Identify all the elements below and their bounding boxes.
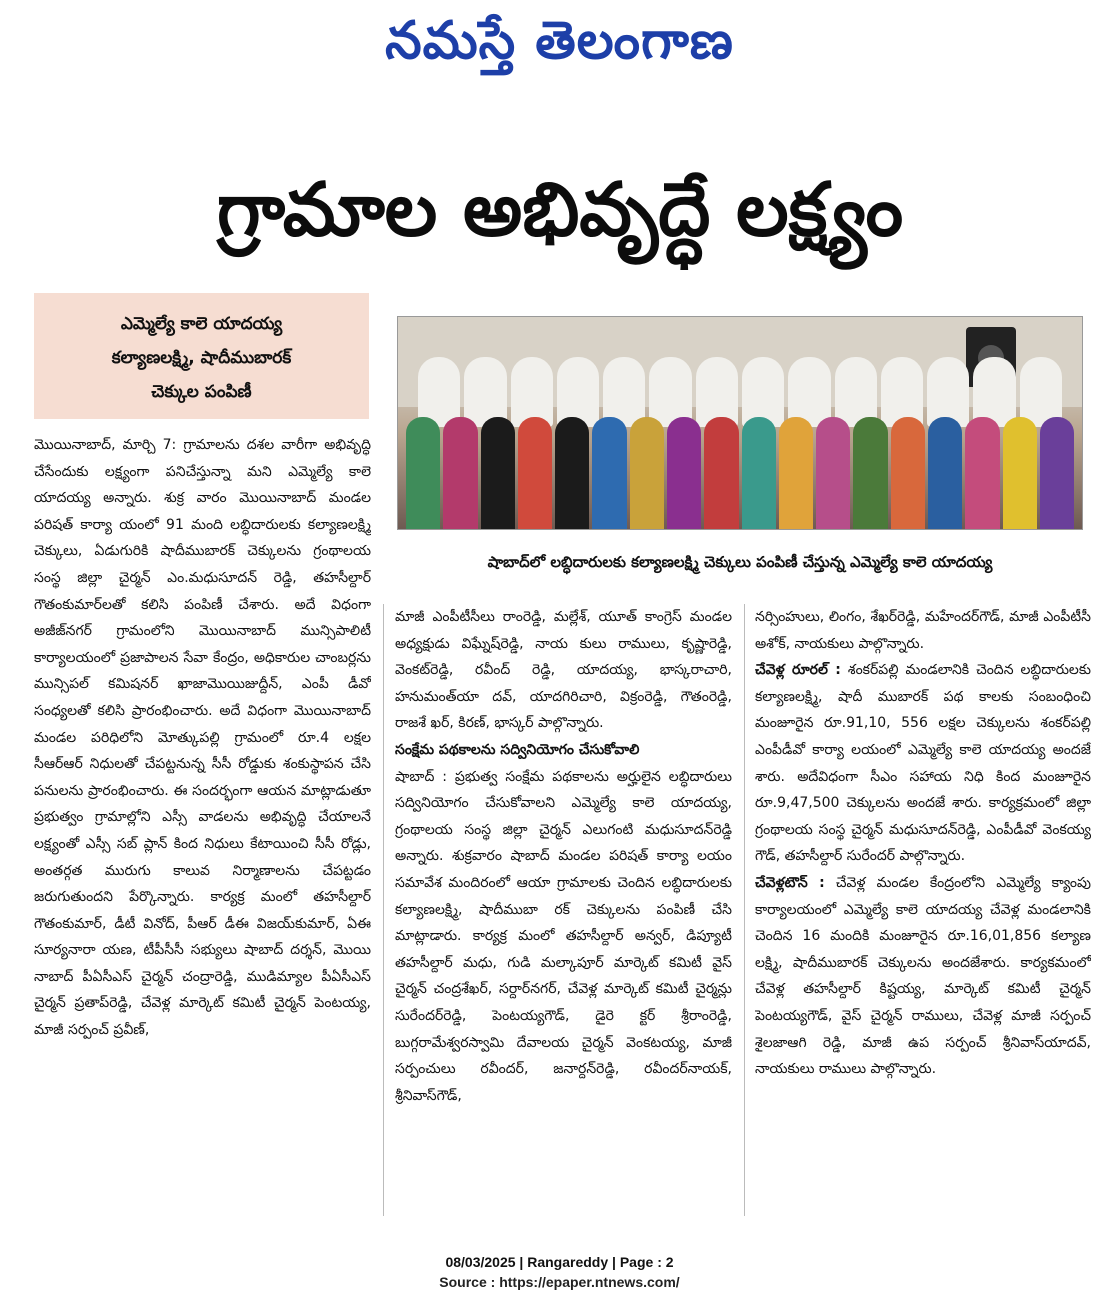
- column-3-text-a: నర్సింహులు, లింగం, శేఖర్‌రెడ్డి, మహేందర్‌గౌడ్, మాజీ ఎంపీటీసీ అశోక్, నాయకులు పాల్గొన్నారు.: [755, 609, 1091, 652]
- photo-caption: షాబాద్‌లో లబ్ధిదారులకు కల్యాణలక్ష్మి చెక్కులు పంపిణీ చేస్తున్న ఎమ్మెల్యే కాలె యాదయ్య: [487, 553, 993, 571]
- column-1-text: మొయినాబాద్, మార్చి 7: గ్రామాలను దశల వారీగా అభివృద్ధి చేసేందుకు లక్ష్యంగా పనిచేస్తున్నా మని ఎమ్మెల్యే కాలె యాదయ్య అన్నారు. శుక్ర వారం మొయినాబాద్ మండల పరిషత్ కార్యా యంలో 91 మంది లబ్ధిదారులకు కల్యాణలక్ష్మి చెక్కులు, ఏడుగురికి షాదీముబారక్ చెక్కులను గ్రంథాలయ సంస్థ జిల్లా చైర్మన్ ఎం.మధుసూదన్ రెడ్డి, తహసీల్దార్ గౌతంకుమార్‌లతో కలిసి పంపిణీ చేశారు. అదే విధంగా అజీజ్‌నగర్ గ్రామంలోని మొయినాబాద్ మున్సిపాలిటీ కార్యాలయంలో ప్రజాపాలన సేవా కేంద్రం, అధికారుల చాంబర్లను మున్సిపల్ కమిషనర్ ఖాజామొయిజుద్దీన్, ఎంపీ డీవో సంధ్యలతో కలిసి ప్రారంభించారు. అదే విధంగా మొయినాబాద్ మండల పరిధిలోని మోత్కుపల్లి గ్రామంలో రూ.4 లక్షల సీఆర్‌ఆర్ నిధులతో చేపట్టనున్న సీసీ రోడ్డుకు శంకుస్థాపన చేసి పనులను ప్రారంభించారు. ఈ సందర్భంగా ఆయన మాట్లాడుతూ ప్రభుత్వం గ్రామాల్లోని ఎస్సీ వాడలను అభివృద్ధి చేయాలనే లక్ష్యంతో ఎస్సీ సబ్ ప్లాన్ కింద నిధులు కేటాయించి సీసీ రోడ్లు, అంతర్గత మురుగు కాలువ నిర్మాణాలను చేపట్టడం జరుగుతుందని పేర్కొన్నారు. కార్యక్ర మంలో తహసీల్దార్ గౌతంకుమార్, డీటీ వినోద్, పీఆర్ డీఈ విజయ్‌కుమార్, ఏఈ సూర్యనారా యణ, టీపీసీసీ సభ్యులు షాబాద్ దర్శన్, మొయి నాబాద్ పీఏసీఎస్ చైర్మన్ చంద్రారెడ్డి, ముడిమ్యాల పీఏసీఎస్ చైర్మన్ ప్రతాప్‌రెడ్డి, చేవెళ్ల మార్కెట్ కమిటీ చైర్మన్ పెంటయ్య, మాజీ సర్పంచ్ ప్రవీణ్,: [34, 437, 371, 1039]
- column-3-lead-b: చేవెళ్ల రూరల్ :: [755, 662, 841, 679]
- column-divider-2: [744, 604, 745, 1216]
- article-column-1: [34, 432, 371, 1222]
- column-3-para-b: [755, 657, 1091, 870]
- article-headline: గ్రామాల అభివృద్ధే లక్ష్యం: [216, 167, 904, 253]
- column-3-para-c: [755, 870, 1091, 1083]
- news-photo: [397, 316, 1083, 530]
- footer-date-line: 08/03/2025 | Rangareddy | Page : 2: [445, 1254, 674, 1270]
- page-footer: [0, 1252, 1119, 1292]
- article-column-2: [395, 604, 732, 1222]
- article-column-3: [755, 604, 1091, 1222]
- footer-source-line: Source : https://epaper.ntnews.com/: [439, 1274, 680, 1290]
- column-2-text-a: మాజీ ఎంపీటీసీలు రాంరెడ్డి, మల్లేశ్, యూత్ కాంగ్రెస్ మండల అధ్యక్షుడు విఘ్నేష్‌రెడ్డి, నాయ కులు రాములు, కృష్ణారెడ్డి, వెంకట్‌రెడ్డి, రవీంద్ రెడ్డి, యాదయ్య, భాస్కరాచారి, హనుమంత్‌యా దవ్, యాదగిరిచారి, విక్రంరెడ్డి, గౌతంరెడ్డి, రాజశే ఖర్, కిరణ్, భాస్కర్ పాల్గొన్నారు.: [395, 609, 732, 732]
- subhead-box: [34, 293, 369, 419]
- column-2-text-b: షాబాద్ : ప్రభుత్వ సంక్షేమ పథకాలను అర్హులైన లబ్ధిదారులు సద్వినియోగం చేసుకోవాలని ఎమ్మెల్యే కాలె యాదయ్య, గ్రంథాలయ సంస్థ జిల్లా చైర్మన్ ఎలుగంటి మధుసూదన్‌రెడ్డి అన్నారు. శుక్రవారం షాబాద్ మండల పరిషత్ కార్యా లయం సమావేశ మందిరంలో ఆయా గ్రామాలకు చెందిన లబ్ధిదారులకు కల్యాణలక్ష్మి, షాదీముబా రక్ చెక్కులను పంపిణీ చేసి మాట్లాడారు. కార్యక్ర మంలో తహసీల్దార్ అన్వర్, డిప్యూటీ తహసీల్దార్ మధు, గుడి మల్కాపూర్ మార్కెట్ కమిటీ వైస్ చైర్మన్ చంద్రశేఖర్, సర్దార్‌నగర్, చేవెళ్ల మార్కెట్ కమిటీ చైర్మన్లు సురేందర్‌రెడ్డి, పెంటయ్యగౌడ్, డైరె క్టర్ శ్రీరాంరెడ్డి, బుగ్గరామేశ్వరస్వామి దేవాలయ చైర్మన్ వెంకటయ్య, మాజీ సర్పంచులు రవీందర్, జనార్దన్‌రెడ్డి, రవీందర్‌నాయక్, శ్రీనివాస్‌గౌడ్,: [395, 768, 732, 1104]
- photo-front-row: [398, 417, 1082, 530]
- column-2-subheading: సంక్షేమ పథకాలను సద్వినియోగం చేసుకోవాలి: [395, 741, 640, 758]
- column-3-lead-c: చేవెళ్లటౌన్ :: [755, 874, 825, 891]
- column-divider-1: [383, 604, 384, 1216]
- subhead-line-1: ఎమ్మెల్యే కాలె యాదయ్య: [120, 314, 283, 334]
- subhead-line-3: చెక్కుల పంపిణీ: [151, 382, 252, 402]
- column-3-text-c: చేవెళ్ల మండల కేంద్రంలోని ఎమ్మెల్యే క్యాంపు కార్యాలయంలో ఎమ్మెల్యే కాలె యాదయ్య చేవెళ్ల మండలానికి చెందిన 16 మందికి మంజూరైన రూ.16,01,856 కల్యాణ లక్ష్మి, షాదీముబారక్ చెక్కులను అందజేశారు. కార్యకమంలో చేవెళ్ల తహసీల్దార్ కిష్టయ్య, మార్కెట్ కమిటీ చైర్మన్ పెంటయ్యగౌడ్, వైస్ చైర్మన్ రాములు, చేవెళ్ల మాజీ సర్పంచ్ శైలజాఆగి రెడ్డి, మాజీ ఉప సర్పంచ్ శ్రీనివాస్‌యాదవ్, నాయకులు రాములు పాల్గొన్నారు.: [755, 874, 1091, 1078]
- column-3-text-b: శంకర్‌పల్లి మండలానికి చెందిన లబ్ధిదారులకు కల్యాణలక్ష్మి, షాదీ ముబారక్ పథ కాలకు సంబంధించి మంజూరైన రూ.91,10, 556 లక్షల చెక్కులను శంకర్‌పల్లి ఎంపీడీవో కార్యా లయంలో ఎమ్మెల్యే కాలె యాదయ్య అందజే శారు. అదేవిధంగా సీఎం సహాయ నిధి కింద మంజూరైన రూ.9,47,500 చెక్కులను అందజే శారు. కార్యక్రమంలో జిల్లా గ్రంథాలయ సంస్థ చైర్మన్ మధుసూదన్‌రెడ్డి, ఎంపీడీవో వెంకయ్య గౌడ్, తహసీల్దార్ సురేందర్ పాల్గొన్నారు.: [755, 662, 1091, 865]
- newspaper-masthead: నమస్తే తెలంగాణ: [385, 11, 734, 71]
- subhead-line-2: కల్యాణలక్ష్మి, షాదీముబారక్: [111, 348, 292, 368]
